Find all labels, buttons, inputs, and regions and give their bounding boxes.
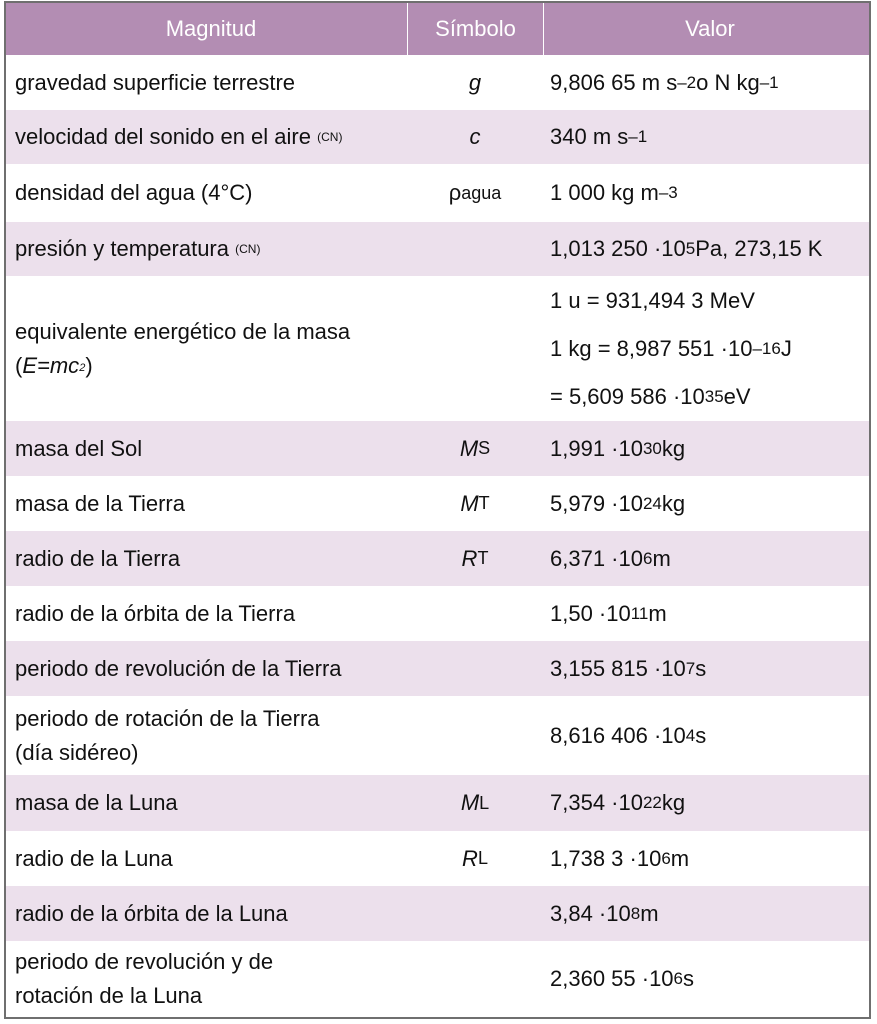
row-name: presión y temperatura (CN) [15,236,261,261]
row-name: masa de la Tierra [15,490,185,516]
row-value: 2,360 55 ·10 6 s [550,966,695,991]
table-header [6,3,869,55]
row-symbol: g [468,69,482,95]
table-row [6,164,869,222]
row-name: periodo de revolución y de rotación de la Luna [15,949,274,1008]
row-value: 7,354 ·10 22 kg [550,790,686,815]
row-name: radio de la Luna [15,845,173,871]
row-value: 5,979 ·10 24 kg [550,490,686,516]
row-value: 8,616 406 ·10 4 s [550,722,707,748]
row-symbol: c [469,124,481,149]
row-value: 1,738 3 ·10 6 m [550,845,690,871]
table-row [6,886,869,941]
row-name: velocidad del sonido en el aire (CN) [15,124,343,149]
table-row [6,586,869,641]
row-symbol: R L [462,845,488,871]
row-symbol [407,276,543,421]
row-name: equivalente energético de la masa $(E=mc^2)$ [15,318,351,378]
row-symbol [407,222,543,276]
row-symbol: M L [460,790,490,815]
row-symbol: ρ agua [448,180,502,205]
table-row [6,276,869,421]
row-value: 3,84 ·10 8 m [550,900,659,926]
row-value: 1,013 250 ·10 5 Pa, 273,15 K [550,236,823,261]
row-value: 1 000 kg m –3 [550,180,678,205]
row-symbol [407,941,543,1017]
row-symbol [407,696,543,775]
row-name: masa del Sol [15,435,143,461]
row-symbol: R T [461,545,489,571]
row-value: 1,50 ·10 11 m [550,600,667,626]
row-value: 1,991 ·10 30 kg [550,435,686,461]
row-value: 9,806 65 m s –2 o N kg –1 [550,69,779,95]
row-name: gravedad superficie terrestre [15,69,296,95]
table-row [6,775,869,831]
row-name: periodo de revolución de la Tierra [15,655,342,681]
row-symbol [407,641,543,696]
header-simbolo: Símbolo [407,3,543,55]
row-name: masa de la Luna [15,790,178,815]
header-magnitud: Magnitud [165,16,257,41]
row-name: densidad del agua (4°C) [15,180,253,205]
row-symbol: M T [460,490,490,516]
table-row [6,531,869,586]
row-value: 6,371 ·10 6 m [550,545,671,571]
row-symbol [407,886,543,941]
row-name: radio de la Tierra [15,545,181,571]
row-symbol [407,586,543,641]
table-row [6,641,869,696]
row-value: 340 m s –1 [550,124,648,149]
table-row [6,110,869,164]
table-row [6,831,869,886]
row-symbol: M S [459,435,491,461]
row-name: periodo de rotación de la Tierra (día sidéreo) [15,705,320,765]
header-valor: Valor [543,3,869,55]
row-name: radio de la órbita de la Tierra [15,600,296,626]
constants-table [4,1,871,1019]
table-row [6,696,869,775]
table-row [6,941,869,1017]
row-value: 1 u = 931,494 3 MeV 1 kg = 8,987 551 ·10 –16 J = 5,609 586 ·10 35 eV [550,287,792,409]
row-value: 3,155 815 ·10 7 s [550,655,707,681]
table-row [6,222,869,276]
row-name: radio de la órbita de la Luna [15,900,288,926]
table-row [6,55,869,110]
table-row [6,476,869,531]
table-row [6,421,869,476]
